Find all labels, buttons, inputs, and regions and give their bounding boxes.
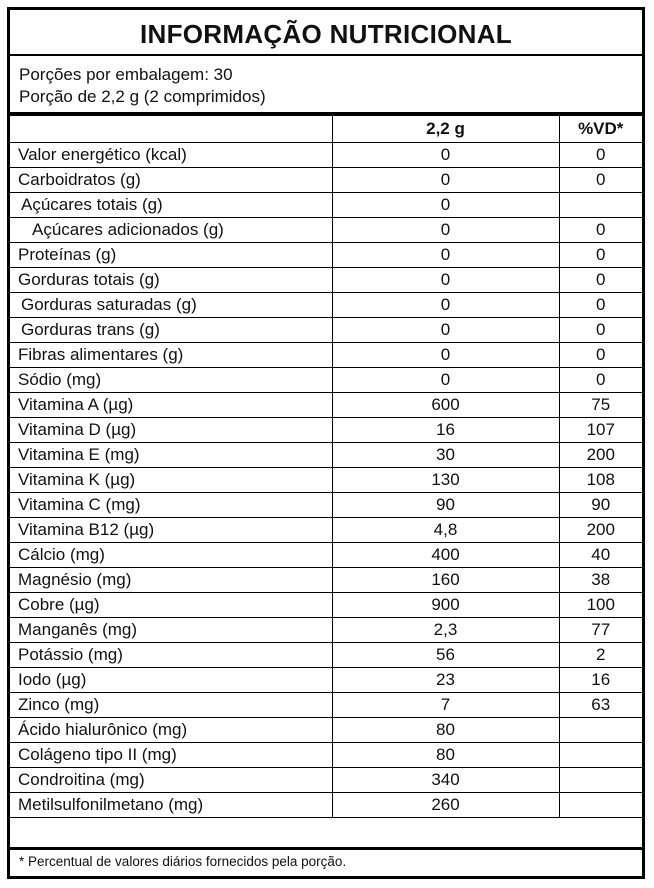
serving-size: Porção de 2,2 g (2 comprimidos) [19, 87, 266, 106]
nutrient-amount: 80 [332, 717, 559, 742]
table-body [10, 142, 642, 817]
nutrient-name: Vitamina C (mg) [10, 492, 332, 517]
nutrient-name: Metilsulfonilmetano (mg) [10, 792, 332, 817]
nutrient-name: Zinco (mg) [10, 692, 332, 717]
nutrient-daily-value: 200 [559, 442, 642, 467]
nutrient-name: Condroitina (mg) [10, 767, 332, 792]
table-row [10, 342, 642, 367]
nutrient-daily-value: 16 [559, 667, 642, 692]
nutrient-daily-value: 108 [559, 467, 642, 492]
table-row [10, 167, 642, 192]
nutrient-daily-value [559, 192, 642, 217]
nutrient-name: Açúcares totais (g) [10, 192, 332, 217]
table-row [10, 367, 642, 392]
table-row [10, 592, 642, 617]
nutrient-daily-value: 0 [559, 267, 642, 292]
nutrient-name: Vitamina E (mg) [10, 442, 332, 467]
nutrient-daily-value: 38 [559, 567, 642, 592]
nutrient-name: Vitamina B12 (µg) [10, 517, 332, 542]
nutrient-daily-value [559, 767, 642, 792]
panel-title: INFORMAÇÃO NUTRICIONAL [10, 10, 642, 56]
header-nutrient [10, 116, 332, 142]
table-row [10, 567, 642, 592]
nutrient-amount: 23 [332, 667, 559, 692]
nutrient-daily-value: 107 [559, 417, 642, 442]
nutrient-daily-value [559, 792, 642, 817]
nutrient-amount: 0 [332, 242, 559, 267]
table-row [10, 617, 642, 642]
header-amount: 2,2 g [332, 116, 559, 142]
nutrient-amount: 4,8 [332, 517, 559, 542]
table-row [10, 267, 642, 292]
nutrient-name: Proteínas (g) [10, 242, 332, 267]
nutrient-amount: 2,3 [332, 617, 559, 642]
nutrient-amount: 400 [332, 542, 559, 567]
nutrient-amount: 900 [332, 592, 559, 617]
table-row [10, 392, 642, 417]
nutrient-name: Cobre (µg) [10, 592, 332, 617]
table-row [10, 692, 642, 717]
nutrient-daily-value: 0 [559, 367, 642, 392]
servings-per-package: Porções por embalagem: 30 [19, 65, 233, 84]
nutrient-daily-value [559, 742, 642, 767]
nutrient-daily-value: 40 [559, 542, 642, 567]
table-row [10, 717, 642, 742]
nutrient-name: Gorduras trans (g) [10, 317, 332, 342]
nutrient-name: Valor energético (kcal) [10, 142, 332, 167]
table-row [10, 217, 642, 242]
table-row [10, 742, 642, 767]
table-row [10, 317, 642, 342]
table-row [10, 642, 642, 667]
nutrient-daily-value: 63 [559, 692, 642, 717]
table-row [10, 417, 642, 442]
nutrient-name: Ácido hialurônico (mg) [10, 717, 332, 742]
nutrient-name: Manganês (mg) [10, 617, 332, 642]
nutrient-name: Iodo (µg) [10, 667, 332, 692]
nutrition-facts-panel [7, 7, 645, 879]
nutrient-daily-value: 100 [559, 592, 642, 617]
nutrient-daily-value: 75 [559, 392, 642, 417]
nutrient-name: Vitamina K (µg) [10, 467, 332, 492]
nutrient-amount: 260 [332, 792, 559, 817]
nutrient-daily-value: 0 [559, 317, 642, 342]
nutrient-name: Açúcares adicionados (g) [10, 217, 332, 242]
table-row [10, 242, 642, 267]
nutrient-amount: 30 [332, 442, 559, 467]
nutrient-name: Vitamina A (µg) [10, 392, 332, 417]
nutrient-name: Fibras alimentares (g) [10, 342, 332, 367]
table-row [10, 667, 642, 692]
table-row [10, 542, 642, 567]
nutrient-daily-value: 0 [559, 292, 642, 317]
table-row [10, 192, 642, 217]
nutrient-amount: 340 [332, 767, 559, 792]
nutrient-amount: 0 [332, 267, 559, 292]
table-row [10, 792, 642, 817]
footnote: * Percentual de valores diários fornecidos pela porção. [10, 847, 642, 876]
nutrient-amount: 0 [332, 217, 559, 242]
table-row [10, 467, 642, 492]
nutrient-amount: 90 [332, 492, 559, 517]
nutrient-daily-value: 0 [559, 217, 642, 242]
nutrient-daily-value: 200 [559, 517, 642, 542]
nutrient-daily-value: 77 [559, 617, 642, 642]
nutrient-daily-value [559, 717, 642, 742]
nutrient-name: Gorduras saturadas (g) [10, 292, 332, 317]
nutrient-name: Vitamina D (µg) [10, 417, 332, 442]
nutrient-daily-value: 2 [559, 642, 642, 667]
nutrient-amount: 0 [332, 192, 559, 217]
header-daily-value: %VD* [559, 116, 642, 142]
serving-info [10, 56, 642, 116]
table-row [10, 442, 642, 467]
nutrient-amount: 0 [332, 292, 559, 317]
nutrient-name: Gorduras totais (g) [10, 267, 332, 292]
nutrient-amount: 0 [332, 317, 559, 342]
nutrient-amount: 160 [332, 567, 559, 592]
nutrient-amount: 0 [332, 167, 559, 192]
nutrient-name: Carboidratos (g) [10, 167, 332, 192]
nutrient-name: Magnésio (mg) [10, 567, 332, 592]
nutrient-amount: 130 [332, 467, 559, 492]
nutrient-amount: 56 [332, 642, 559, 667]
nutrient-daily-value: 0 [559, 167, 642, 192]
nutrient-amount: 0 [332, 342, 559, 367]
nutrient-amount: 0 [332, 142, 559, 167]
nutrient-amount: 0 [332, 367, 559, 392]
nutrient-amount: 7 [332, 692, 559, 717]
nutrient-daily-value: 90 [559, 492, 642, 517]
nutrient-daily-value: 0 [559, 242, 642, 267]
nutrient-amount: 600 [332, 392, 559, 417]
nutrient-daily-value: 0 [559, 142, 642, 167]
table-header-row [10, 116, 642, 142]
nutrient-name: Potássio (mg) [10, 642, 332, 667]
table-row [10, 767, 642, 792]
nutrient-name: Colágeno tipo II (mg) [10, 742, 332, 767]
nutrient-name: Sódio (mg) [10, 367, 332, 392]
table-row [10, 492, 642, 517]
table-row [10, 517, 642, 542]
nutrient-amount: 16 [332, 417, 559, 442]
table-row [10, 142, 642, 167]
nutrient-daily-value: 0 [559, 342, 642, 367]
nutrient-amount: 80 [332, 742, 559, 767]
nutrient-name: Cálcio (mg) [10, 542, 332, 567]
nutrition-table [10, 116, 642, 818]
table-row [10, 292, 642, 317]
